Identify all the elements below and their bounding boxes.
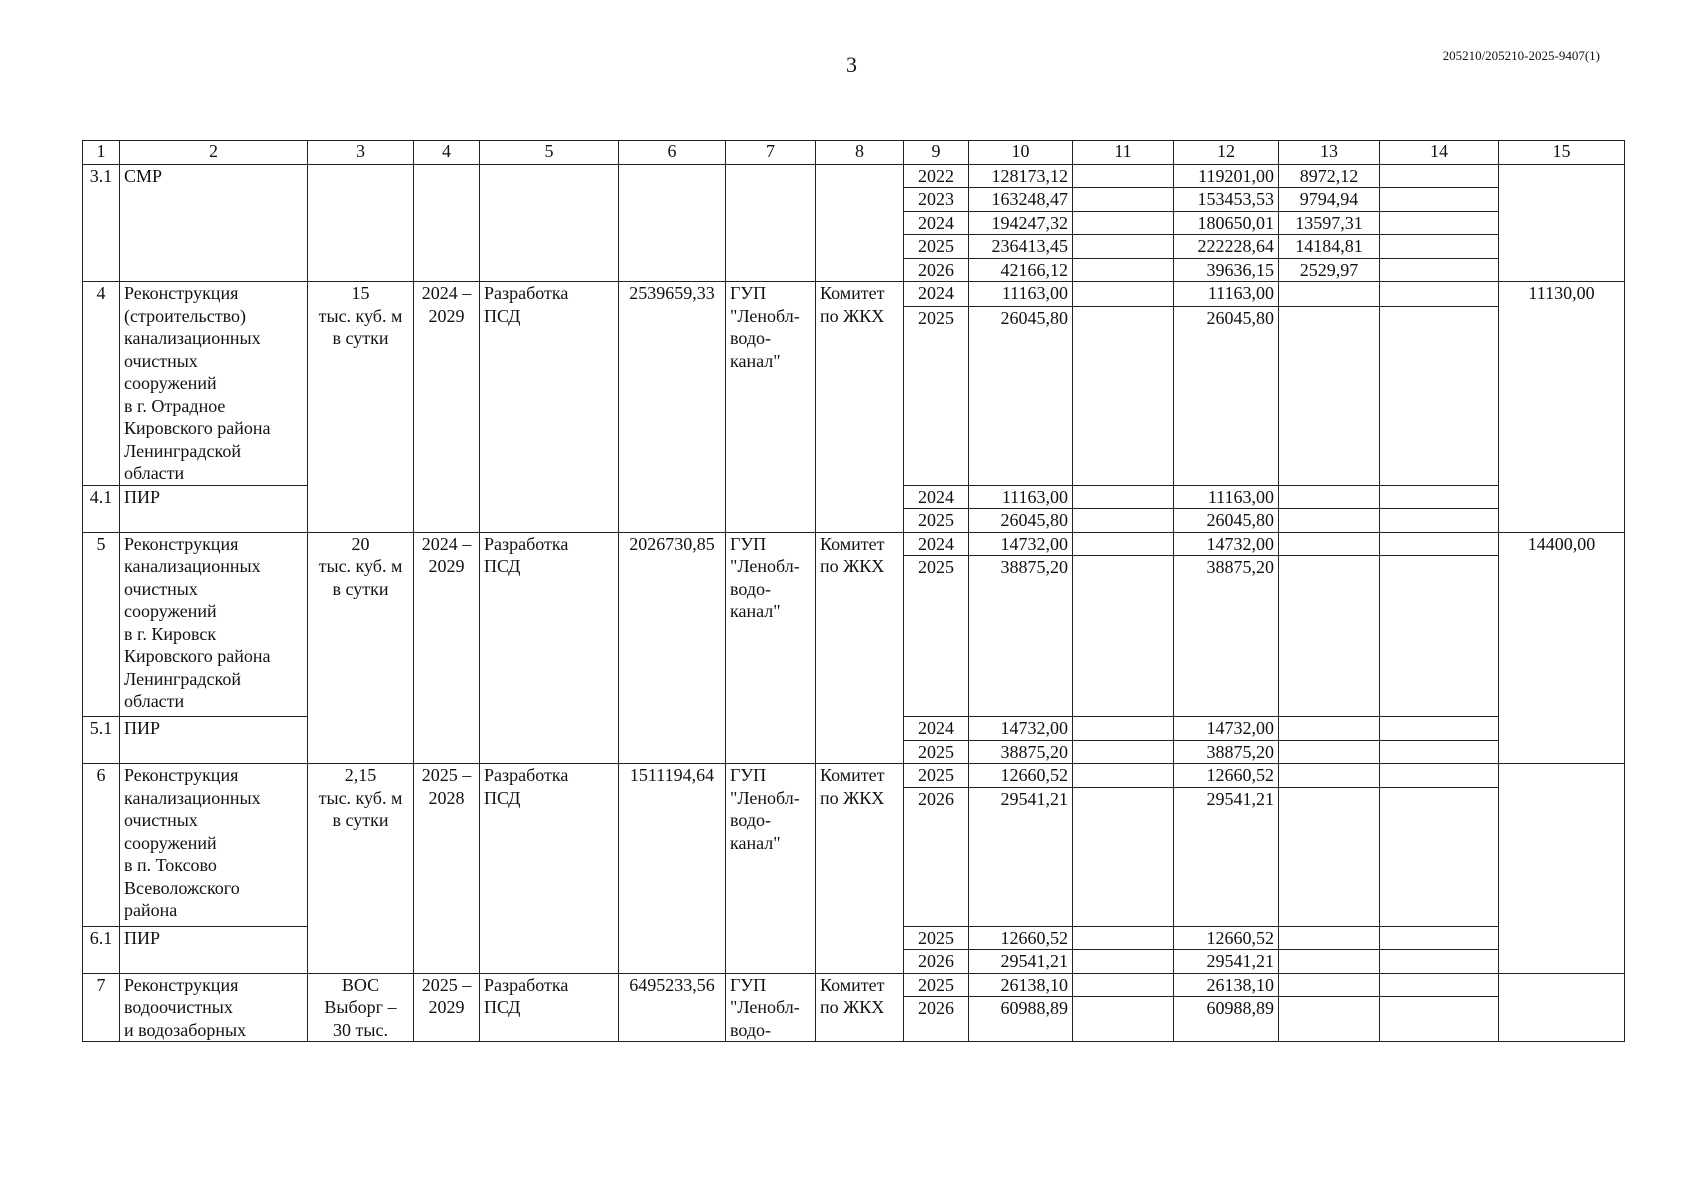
value-cell: 26045,80 — [969, 509, 1073, 533]
value-cell: 11163,00 — [1174, 485, 1279, 509]
table-row — [83, 282, 1625, 307]
value-cell: 194247,32 — [969, 211, 1073, 235]
year-cell: 2024 — [904, 532, 969, 556]
customer-cell: Комитет по ЖКХ — [816, 764, 904, 974]
value-cell: 29541,21 — [969, 950, 1073, 974]
row-name: ПИР — [120, 926, 308, 973]
year-cell: 2026 — [904, 950, 969, 974]
value-cell: 180650,01 — [1174, 211, 1279, 235]
row-number: 6 — [83, 764, 120, 927]
row-number: 4 — [83, 282, 120, 486]
value-cell: 42166,12 — [969, 258, 1073, 282]
row-number: 7 — [83, 973, 120, 1042]
value-cell: 60988,89 — [1174, 997, 1279, 1042]
period-cell: 2025 – 2029 — [414, 973, 480, 1042]
year-cell: 2025 — [904, 973, 969, 997]
value-cell: 26045,80 — [1174, 306, 1279, 485]
value-cell: 14732,00 — [969, 532, 1073, 556]
value-cell: 12660,52 — [1174, 764, 1279, 788]
value-cell: 29541,21 — [1174, 787, 1279, 926]
value-cell: 38875,20 — [1174, 556, 1279, 717]
col-header: 5 — [480, 141, 619, 165]
row-name: Реконструкция канализационных очистных сооружений в п. Токсово Всеволожского района — [120, 764, 308, 927]
value-cell: 2529,97 — [1279, 258, 1380, 282]
row-number: 5.1 — [83, 717, 120, 764]
organization-cell: ГУП "Ленобл- водо- канал" — [726, 282, 816, 533]
year-cell: 2022 — [904, 164, 969, 188]
row-name: Реконструкция (строительство) канализационных очистных сооружений в г. Отрадное Кировского района Ленинградской области — [120, 282, 308, 486]
row-number: 3.1 — [83, 164, 120, 282]
value-cell: 38875,20 — [969, 556, 1073, 717]
value-cell: 153453,53 — [1174, 188, 1279, 212]
value-cell: 38875,20 — [1174, 740, 1279, 764]
col-header: 14 — [1380, 141, 1499, 165]
value-cell: 11163,00 — [969, 485, 1073, 509]
value-cell: 14732,00 — [1174, 532, 1279, 556]
value-cell: 13597,31 — [1279, 211, 1380, 235]
col-header: 4 — [414, 141, 480, 165]
year-cell: 2025 — [904, 926, 969, 950]
col-header: 6 — [619, 141, 726, 165]
col-header: 8 — [816, 141, 904, 165]
cost-cell: 2539659,33 — [619, 282, 726, 533]
value-cell: 222228,64 — [1174, 235, 1279, 259]
value-cell: 29541,21 — [1174, 950, 1279, 974]
col-header: 2 — [120, 141, 308, 165]
year-cell: 2024 — [904, 485, 969, 509]
year-cell: 2024 — [904, 211, 969, 235]
capacity-cell: ВОС Выборг – 30 тыс. — [308, 973, 414, 1042]
stage-cell: Разработка ПСД — [480, 532, 619, 764]
col-header: 1 — [83, 141, 120, 165]
col-header: 15 — [1499, 141, 1625, 165]
organization-cell: ГУП "Ленобл- водо- канал" — [726, 532, 816, 764]
investment-table — [82, 140, 1625, 1042]
value-cell: 26138,10 — [969, 973, 1073, 997]
year-cell: 2026 — [904, 997, 969, 1042]
row-name: СМР — [120, 164, 308, 282]
col-header: 7 — [726, 141, 816, 165]
col-header: 3 — [308, 141, 414, 165]
col-header: 11 — [1073, 141, 1174, 165]
table-row — [83, 764, 1625, 788]
value-cell: 128173,12 — [969, 164, 1073, 188]
year-cell: 2023 — [904, 188, 969, 212]
row-name: Реконструкция водоочистных и водозаборных — [120, 973, 308, 1042]
row-number: 4.1 — [83, 485, 120, 532]
organization-cell: ГУП "Ленобл- водо- — [726, 973, 816, 1042]
stage-cell: Разработка ПСД — [480, 764, 619, 974]
value-cell: 236413,45 — [969, 235, 1073, 259]
customer-cell: Комитет по ЖКХ — [816, 973, 904, 1042]
year-cell: 2025 — [904, 235, 969, 259]
year-cell: 2024 — [904, 717, 969, 741]
value-cell: 39636,15 — [1174, 258, 1279, 282]
col-header: 13 — [1279, 141, 1380, 165]
value-cell: 11163,00 — [1174, 282, 1279, 307]
year-cell: 2025 — [904, 764, 969, 788]
value-cell: 26138,10 — [1174, 973, 1279, 997]
value-cell: 12660,52 — [969, 926, 1073, 950]
value-cell: 26045,80 — [1174, 509, 1279, 533]
table-row — [83, 973, 1625, 997]
customer-cell: Комитет по ЖКХ — [816, 282, 904, 533]
value-cell: 119201,00 — [1174, 164, 1279, 188]
year-cell: 2025 — [904, 509, 969, 533]
table-row — [83, 532, 1625, 556]
value-cell: 8972,12 — [1279, 164, 1380, 188]
year-cell: 2026 — [904, 258, 969, 282]
value-cell: 14400,00 — [1499, 532, 1625, 764]
cost-cell: 1511194,64 — [619, 764, 726, 974]
table-row — [83, 164, 1625, 188]
value-cell: 11163,00 — [969, 282, 1073, 307]
value-cell: 12660,52 — [969, 764, 1073, 788]
period-cell: 2025 – 2028 — [414, 764, 480, 974]
value-cell: 14184,81 — [1279, 235, 1380, 259]
value-cell: 11130,00 — [1499, 282, 1625, 533]
period-cell: 2024 – 2029 — [414, 532, 480, 764]
stage-cell: Разработка ПСД — [480, 973, 619, 1042]
page-number: 3 — [846, 52, 857, 77]
row-name: ПИР — [120, 485, 308, 532]
value-cell: 163248,47 — [969, 188, 1073, 212]
capacity-cell: 20 тыс. куб. м в сутки — [308, 532, 414, 764]
value-cell: 9794,94 — [1279, 188, 1380, 212]
year-cell: 2024 — [904, 282, 969, 307]
value-cell: 60988,89 — [969, 997, 1073, 1042]
value-cell: 14732,00 — [1174, 717, 1279, 741]
organization-cell: ГУП "Ленобл- водо- канал" — [726, 764, 816, 974]
col-header: 12 — [1174, 141, 1279, 165]
value-cell: 29541,21 — [969, 787, 1073, 926]
value-cell: 26045,80 — [969, 306, 1073, 485]
row-name: ПИР — [120, 717, 308, 764]
row-name: Реконструкция канализационных очистных сооружений в г. Кировск Кировского района Ленинградской области — [120, 532, 308, 717]
value-cell: 12660,52 — [1174, 926, 1279, 950]
year-cell: 2025 — [904, 306, 969, 485]
year-cell: 2025 — [904, 740, 969, 764]
stage-cell: Разработка ПСД — [480, 282, 619, 533]
col-header: 10 — [969, 141, 1073, 165]
year-cell: 2026 — [904, 787, 969, 926]
cost-cell: 6495233,56 — [619, 973, 726, 1042]
row-number: 5 — [83, 532, 120, 717]
year-cell: 2025 — [904, 556, 969, 717]
value-cell: 14732,00 — [969, 717, 1073, 741]
row-number: 6.1 — [83, 926, 120, 973]
customer-cell: Комитет по ЖКХ — [816, 532, 904, 764]
value-cell: 38875,20 — [969, 740, 1073, 764]
header-row — [83, 141, 1625, 165]
period-cell: 2024 – 2029 — [414, 282, 480, 533]
capacity-cell: 15 тыс. куб. м в сутки — [308, 282, 414, 533]
cost-cell: 2026730,85 — [619, 532, 726, 764]
col-header: 9 — [904, 141, 969, 165]
document-id: 205210/205210-2025-9407(1) — [1442, 48, 1600, 63]
capacity-cell: 2,15 тыс. куб. м в сутки — [308, 764, 414, 974]
